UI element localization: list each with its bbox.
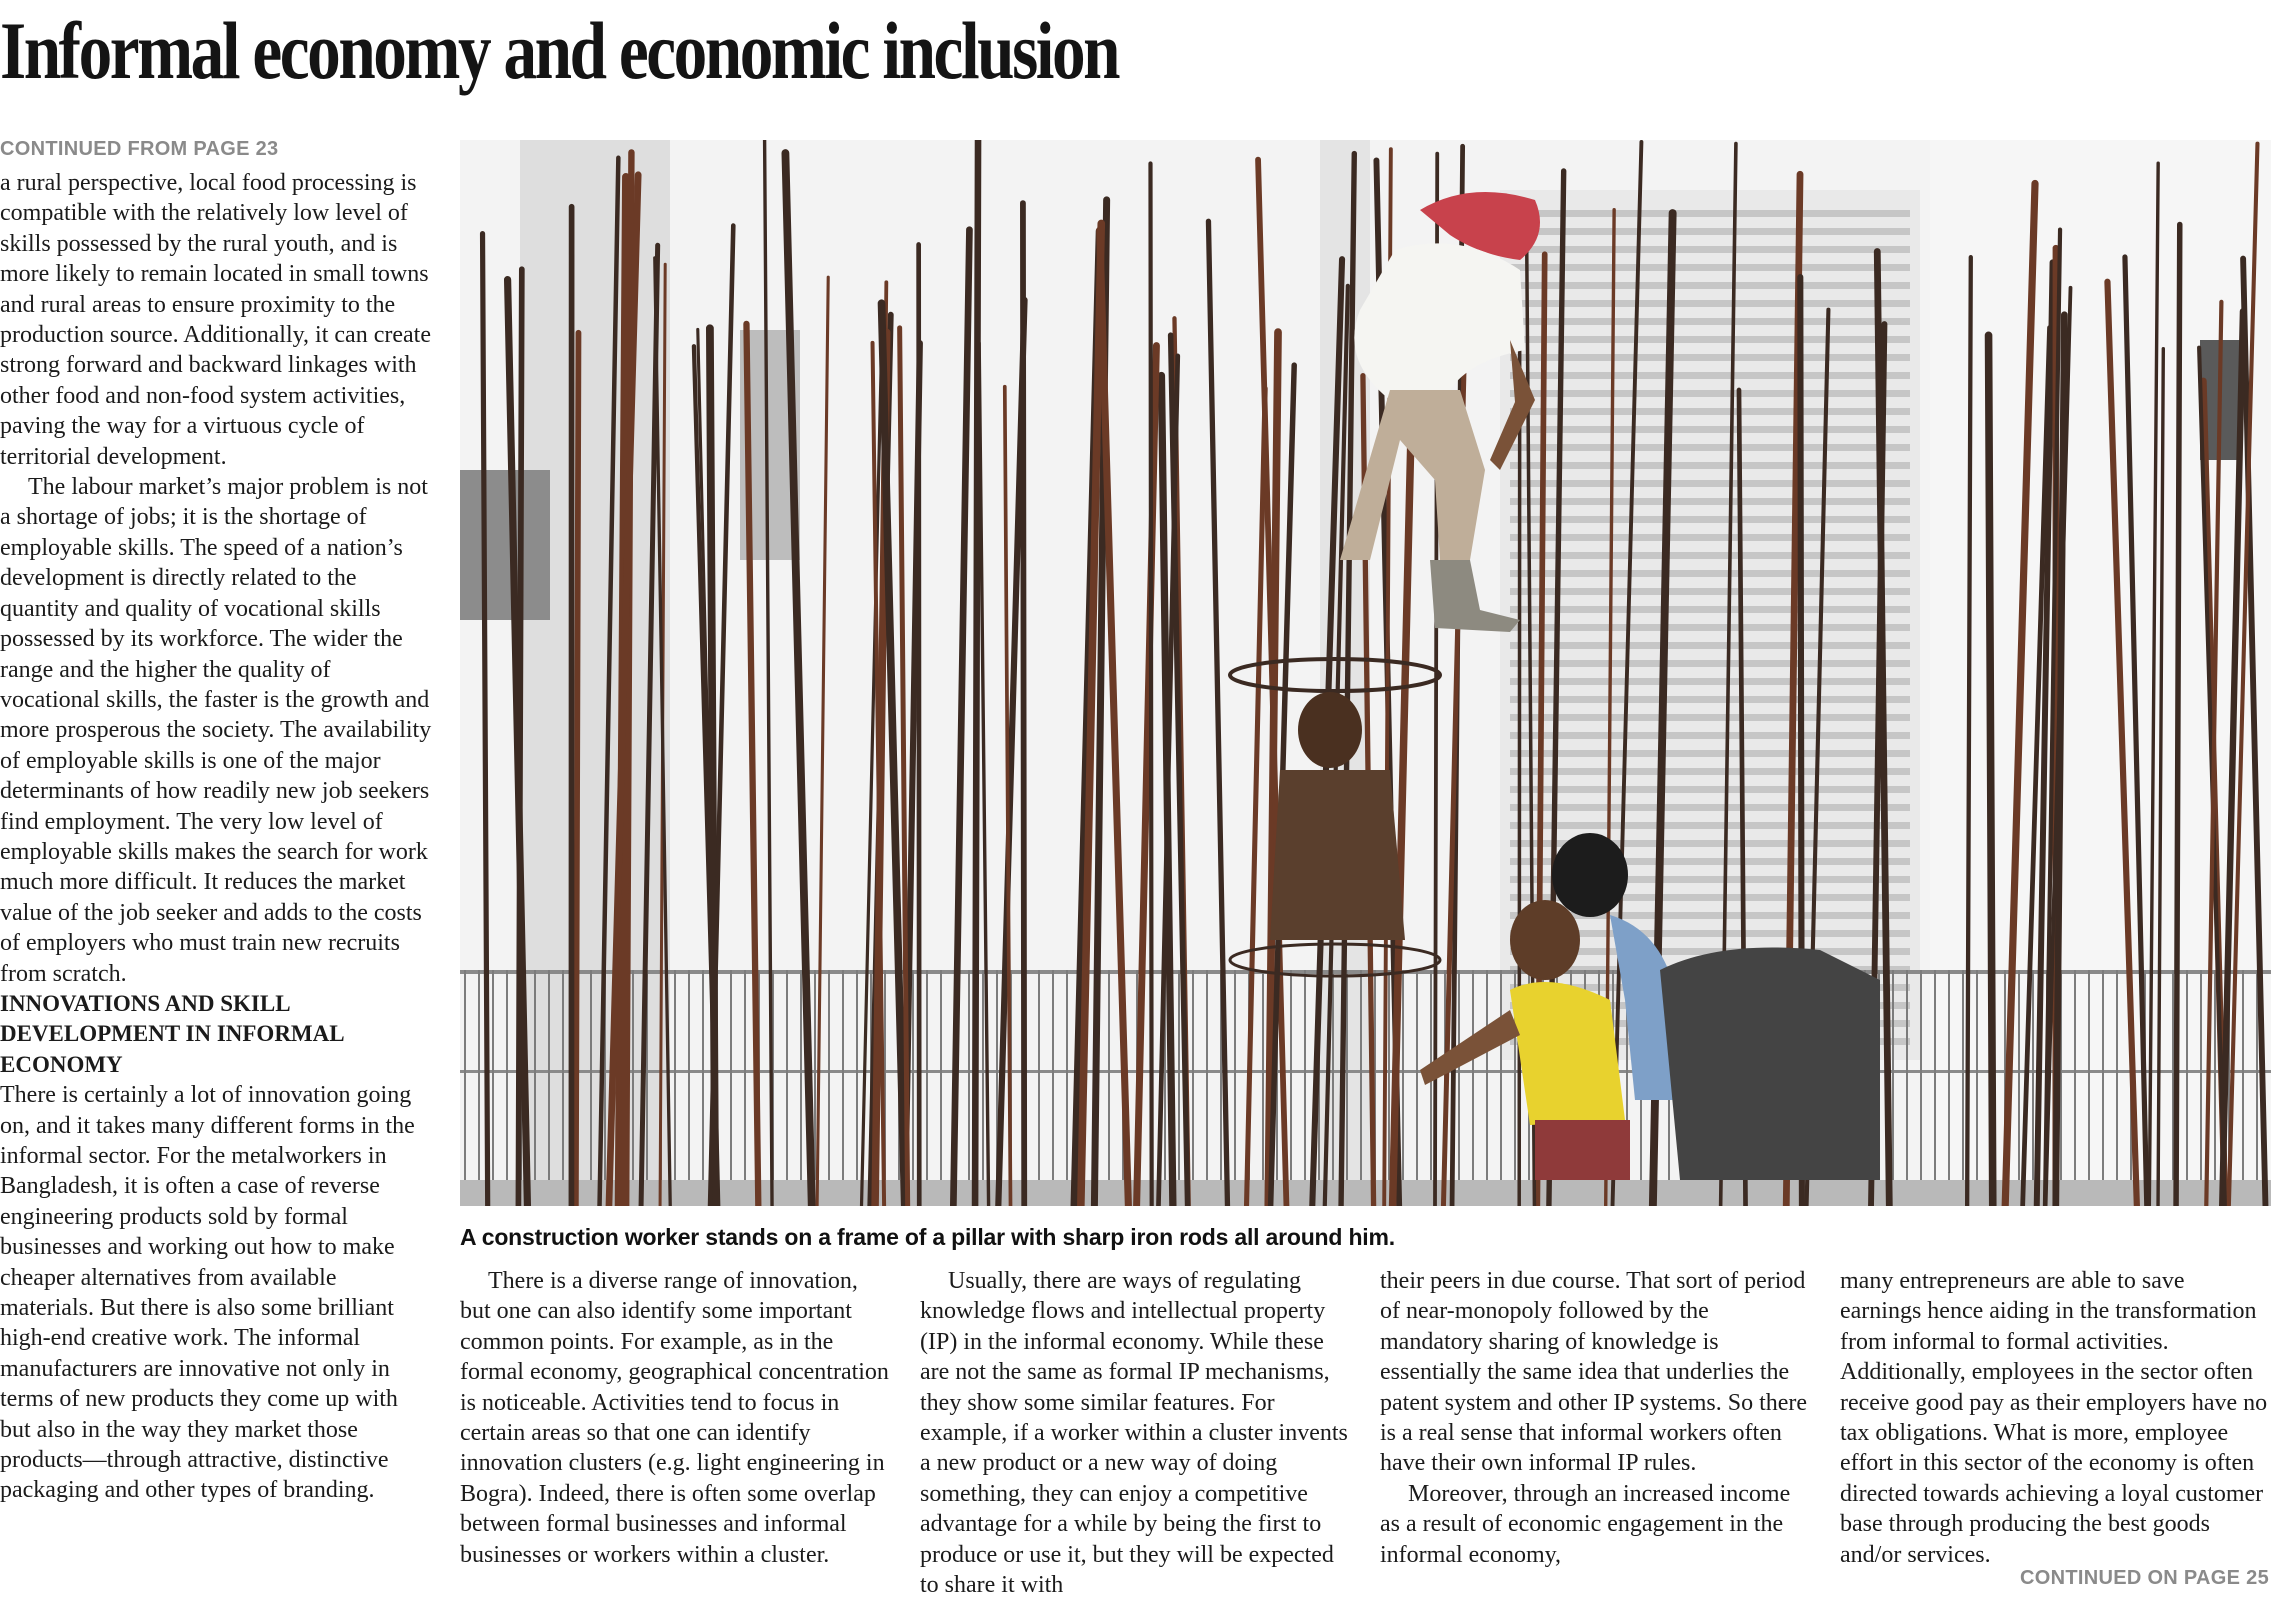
column-2 [460, 1266, 892, 1570]
column-1 [0, 168, 432, 1506]
worker-head [1552, 833, 1628, 917]
photo-caption: A construction worker stands on a frame of a pillar with sharp iron rods all around him. [460, 1224, 1395, 1250]
louver-slat [1510, 390, 1910, 397]
construction-photo-illustration [460, 140, 2271, 1206]
louver-slat [1510, 570, 1910, 577]
paragraph: many entrepreneurs are able to save earnings hence aiding in the transformation from informal to formal activities. Additionally, employees in the sector often receive good pay as their employers have no tax obligations. What is more, employee effort in this sector of the economy is often directed towards achieving a loyal customer base through producing the best goods and/or services. [1840, 1268, 2268, 1568]
louver-slat [1510, 480, 1910, 487]
louver-slat [1510, 210, 1910, 217]
louver-slat [1510, 372, 1910, 379]
louver-slat [1510, 822, 1910, 829]
paragraph: There is certainly a lot of innovation going on, and it takes many different forms in the informal sector. For the metalworkers in Bangladesh, it is often a case of reverse engineering products sold by formal businesses and working out how to make cheaper alternatives from available materials. But there is also some brilliant high-end creative work. The informal manufacturers are innovative not only in terms of new products they come up with but also in the way they market those products—through attractive, distinctive packaging and other types of branding. [0, 1082, 415, 1504]
column-3 [920, 1266, 1352, 1600]
worker-head [1510, 900, 1580, 980]
louver-slat [1510, 516, 1910, 523]
paragraph: Usually, there are ways of regulating knowledge flows and intellectual property (IP) in the informal economy. While these are not the same as formal IP mechanisms, they show some similar features. For example, if a worker within a cluster invents a new product or a new way of doing something, they can enjoy a competitive advantage for a while by being the first to produce or use it, but they will be expected to share it with [920, 1268, 1348, 1599]
louver-slat [1510, 228, 1910, 235]
paragraph: their peers in due course. That sort of period of near-monopoly followed by the mandatory sharing of knowledge is essentially the same idea that underlies the patent system and other IP systems. So there is a real sense that informal workers often have their own informal IP rules. [1380, 1268, 1808, 1477]
louver-slat [1510, 642, 1910, 649]
louver-slat [1510, 588, 1910, 595]
worker-body [1270, 770, 1405, 940]
louver-slat [1510, 318, 1910, 325]
louver-slat [1510, 336, 1910, 343]
continued-on-label: CONTINUED ON PAGE 25 [2020, 1567, 2269, 1589]
worker-shorts [1535, 1120, 1630, 1180]
louver-slat [1510, 354, 1910, 361]
paragraph: Moreover, through an increased income as a result of economic engagement in the informal economy, [1380, 1480, 1791, 1568]
column-5 [1840, 1266, 2271, 1570]
louver-slat [1510, 678, 1910, 685]
column-4 [1380, 1266, 1812, 1570]
dark-vehicle [1660, 948, 1880, 1181]
worker-shirt [1510, 982, 1625, 1125]
louver-slat [1510, 696, 1910, 703]
iron-rod [1519, 312, 1520, 1206]
paragraph: The labour market’s major problem is not a shortage of jobs; it is the shortage of employable skills. The speed of a nation’s development is directly related to the quantity and quality of vocational skills possessed by its workforce. The wider the range and the higher the quality of vocational skills, the faster is the growth and more prosperous the society. The availability of employable skills is one of the major determinants of how readily new job seekers find employment. The very low level of employable skills makes the search for work much more difficult. It reduces the market value of the job seeker and adds to the costs of employers who must train new recruits from scratch. [0, 474, 432, 987]
louver-slat [1510, 552, 1910, 559]
louver-slat [1510, 750, 1910, 757]
building-window [460, 470, 550, 620]
louver-slat [1510, 768, 1910, 775]
headline: Informal economy and economic inclusion [0, 5, 1119, 96]
construction-photo [460, 140, 2271, 1206]
iron-rod [975, 140, 978, 1206]
louver-slat [1510, 714, 1910, 721]
iron-rod [2176, 224, 2180, 1206]
louver-slat [1510, 606, 1910, 613]
louver-slat [1510, 300, 1910, 307]
iron-rod [518, 269, 521, 1206]
louver-slat [1510, 246, 1910, 253]
paragraph: a rural perspective, local food processing is compatible with the relatively low level of skills possessed by the rural youth, and is more likely to remain located in small towns and rural areas to ensure proximity to the production source. Additionally, it can create strong forward and backward linkages with other food and non-food system activities, paving the way for a virtuous cycle of territorial development. [0, 170, 431, 470]
louver-slat [1510, 732, 1910, 739]
louver-slat [1510, 498, 1910, 505]
louver-slat [1510, 444, 1910, 451]
louver-slat [1510, 282, 1910, 289]
continued-from-label: CONTINUED FROM PAGE 23 [0, 138, 279, 160]
iron-rod [576, 333, 579, 1206]
ground [460, 1180, 2271, 1206]
louver-slat [1510, 426, 1910, 433]
louver-slat [1510, 786, 1910, 793]
paragraph: There is a diverse range of innovation, but one can also identify some important common points. For example, as in the formal economy, geographical concentration is noticeable. Activities tend to focus in certain areas so that one can identify innovation clusters (e.g. light engineering in Bogra). Indeed, there is often some overlap between formal businesses and informal businesses or workers within a cluster. [460, 1268, 889, 1568]
louver-slat [1510, 660, 1910, 667]
section-subhead: INNOVATIONS AND SKILL DEVELOPMENT IN INFORMAL ECONOMY [0, 990, 344, 1077]
louver-slat [1510, 624, 1910, 631]
louver-slat [1510, 804, 1910, 811]
worker-head [1298, 692, 1362, 768]
louver-slat [1510, 462, 1910, 469]
louver-slat [1510, 264, 1910, 271]
iron-rod [1150, 164, 1151, 1206]
louver-slat [1510, 534, 1910, 541]
louver-slat [1510, 408, 1910, 415]
iron-rod [1989, 335, 1993, 1206]
